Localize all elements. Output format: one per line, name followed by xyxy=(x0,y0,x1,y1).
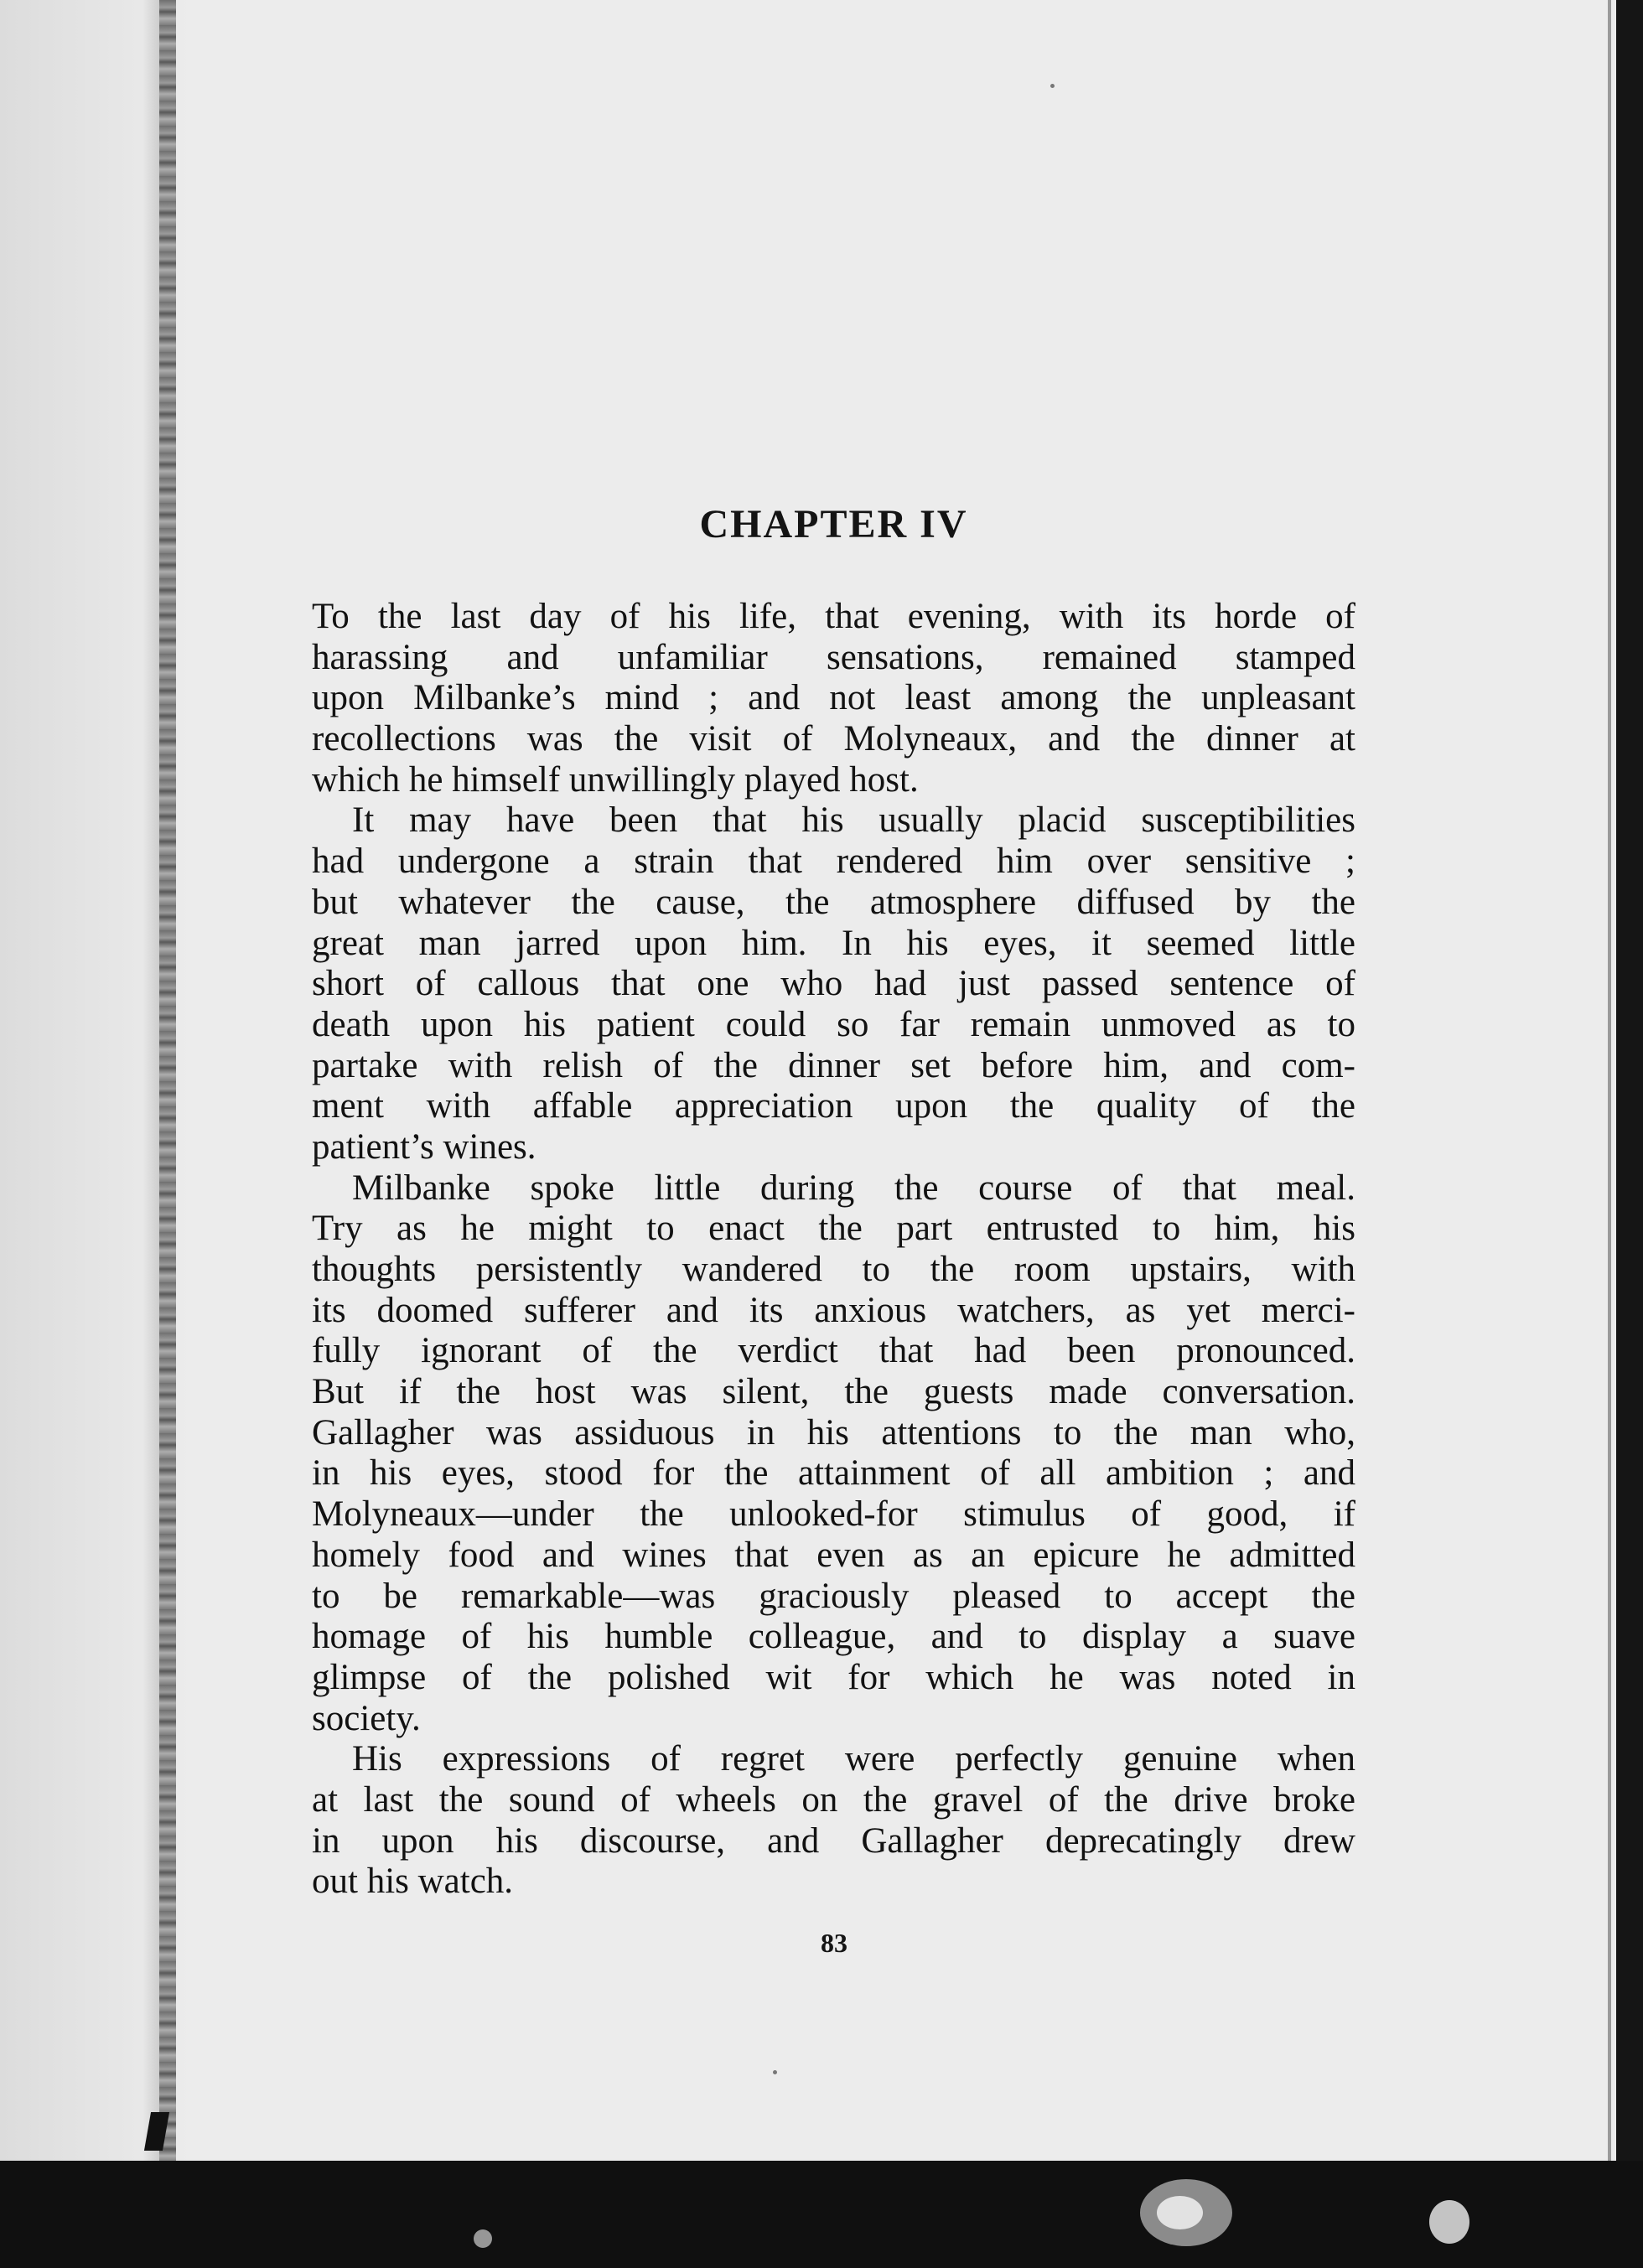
scan-artifact xyxy=(474,2229,492,2248)
text-line: To the last day of his life, that evening, with its horde of xyxy=(312,597,1355,636)
dust-speck xyxy=(773,2070,777,2074)
chapter-title: CHAPTER IV xyxy=(699,502,968,546)
chapter-body xyxy=(312,597,1355,1903)
text-line: at last the sound of wheels on the gravel of the drive broke xyxy=(312,1779,1355,1820)
text-line: Milbanke spoke little during the course of that meal. xyxy=(352,1168,1355,1208)
text-line: glimpse of the polished wit for which he was noted in xyxy=(312,1657,1355,1697)
text-line: ment with affable appreciation upon the quality of the xyxy=(312,1086,1355,1126)
text-line: society. xyxy=(312,1698,421,1738)
page-right-edge xyxy=(1608,0,1611,2161)
text-line: which he himself unwillingly played host. xyxy=(312,759,919,800)
text-line: out his watch. xyxy=(312,1862,514,1902)
text-line: harassing and unfamiliar sensations, remained stamped xyxy=(312,637,1355,677)
text-line: in upon his discourse, and Gallagher deprecatingly drew xyxy=(312,1820,1355,1861)
binding-shadow xyxy=(143,0,159,2161)
text-line: its doomed sufferer and its anxious watchers, as yet merci- xyxy=(312,1290,1355,1330)
text-line: had undergone a strain that rendered him over sensitive ; xyxy=(312,841,1355,882)
binding-gutter xyxy=(159,0,176,2161)
page-number: 83 xyxy=(821,1928,847,1958)
text-line: But if the host was silent, the guests made conversation. xyxy=(312,1372,1355,1412)
text-line: death upon his patient could so far remain unmoved as to xyxy=(312,1004,1355,1044)
text-line: in his eyes, stood for the attainment of all ambition ; and xyxy=(312,1453,1355,1494)
text-line: great man jarred upon him. In his eyes, it seemed little xyxy=(312,923,1355,963)
scan-artifact xyxy=(1429,2200,1469,2244)
scan-artifact xyxy=(1157,2196,1203,2229)
text-line: Molyneaux—under the unlooked-for stimulus of good, if xyxy=(312,1494,1355,1535)
text-line: homely food and wines that even as an epicure he admitted xyxy=(312,1535,1355,1575)
scan-bottom-margin xyxy=(0,2161,1643,2268)
text-line: patient’s wines. xyxy=(312,1126,536,1167)
dust-speck xyxy=(1050,84,1055,88)
text-line: Try as he might to enact the part entrusted to him, his xyxy=(312,1209,1355,1249)
text-line: but whatever the cause, the atmosphere diffused by the xyxy=(312,882,1355,922)
text-line: partake with relish of the dinner set before him, and com- xyxy=(312,1045,1355,1085)
text-line: recollections was the visit of Molyneaux, and the dinner at xyxy=(312,719,1355,759)
text-line: Gallagher was assiduous in his attentions to the man who, xyxy=(312,1412,1355,1452)
text-line: to be remarkable—was graciously pleased to accept the xyxy=(312,1576,1355,1616)
text-line: homage of his humble colleague, and to display a suave xyxy=(312,1617,1355,1657)
text-line: upon Milbanke’s mind ; and not least among the unpleasant xyxy=(312,678,1355,718)
text-line: It may have been that his usually placid susceptibilities xyxy=(352,800,1355,841)
text-line: fully ignorant of the verdict that had been pronounced. xyxy=(312,1331,1355,1371)
text-line: His expressions of regret were perfectly genuine when xyxy=(352,1739,1355,1779)
text-line: short of callous that one who had just passed sentence of xyxy=(312,964,1355,1004)
text-line: thoughts persistently wandered to the room upstairs, with xyxy=(312,1250,1355,1289)
